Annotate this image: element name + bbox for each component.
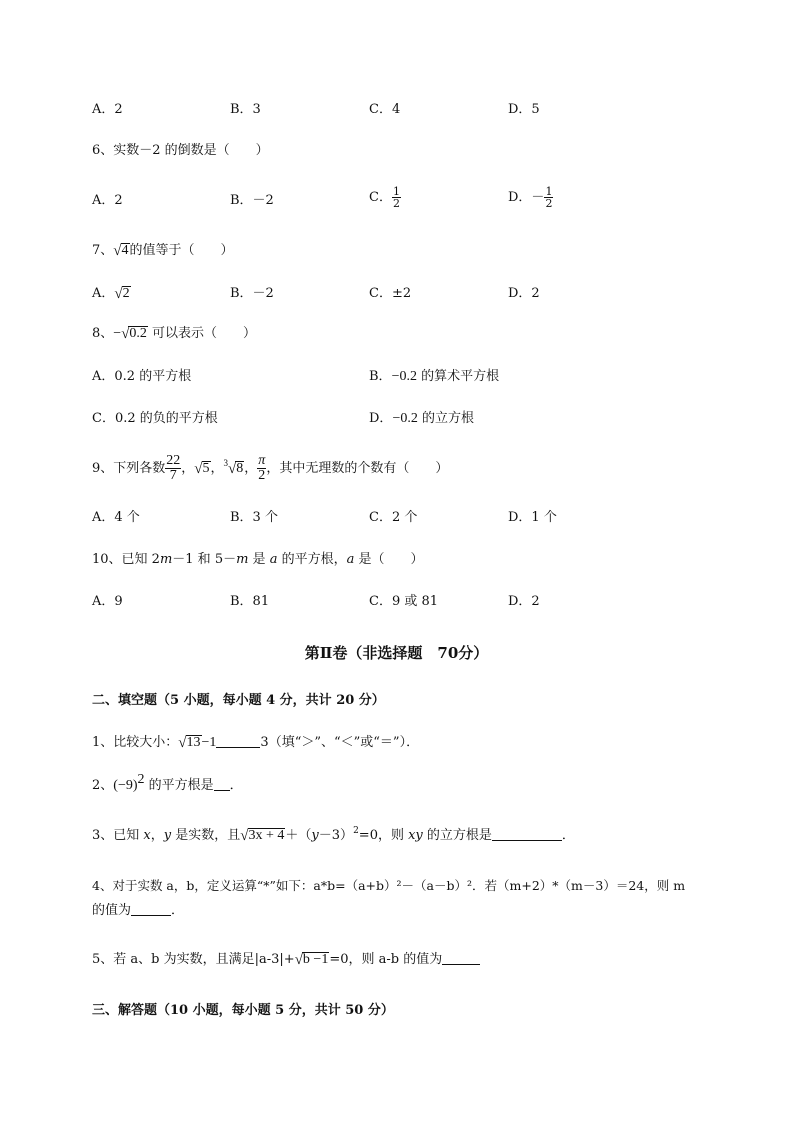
fill3-question: 3、已知 x，y 是实数，且$√3x + 4+(y-3)^2=0$，则 xy 的立方根是 ． <box>92 826 575 844</box>
q10-option-b: B．81 <box>230 594 270 609</box>
q6-option-b: B．－2 <box>230 193 274 208</box>
sqrt-expression: √b −1 <box>294 952 329 968</box>
fill4-line1: 4、对于实数 a，b，定义运算“*”如下：a*b=（a+b）²－（a－b）²．若（m+2）*（m－3）＝24，则 m <box>92 878 686 893</box>
fraction: $\frac{22}{7}$ <box>166 453 181 483</box>
q6-option-a: A．2 <box>92 193 123 208</box>
sqrt-expression: √4 <box>113 243 129 259</box>
q6-option-c-label: C． <box>369 190 392 205</box>
sqrt-expression: √13 <box>178 735 201 751</box>
section3-heading: 三、解答题（10 小题，每小题 5 分，共计 50 分） <box>92 1003 394 1018</box>
fraction: $\frac{1}{2}$ <box>392 185 400 210</box>
q10-option-d: D．2 <box>508 594 540 609</box>
q5-option-c: C．4 <box>369 102 401 117</box>
q6-option-c <box>369 186 401 209</box>
fraction: $\frac{\pi}{2}$ <box>258 453 266 483</box>
q6-stem: 6、实数－2 的倒数是（ ） <box>92 143 269 158</box>
sqrt-expression: √3x + 4 <box>240 828 285 844</box>
fill5-question: 5、若 a、b 为实数，且满足|a-3|+√b −1=0，则 a-b 的值为 <box>92 951 480 969</box>
q10-option-c: C．9 或 81 <box>369 594 439 609</box>
q5-option-b: B．3 <box>230 102 261 117</box>
sqrt-expression: √0.2 <box>121 326 147 342</box>
answer-blank <box>442 952 480 965</box>
q10-option-a: A．9 <box>92 594 123 609</box>
q8-option-b: B．−0.2 的算术平方根 <box>369 369 500 384</box>
q7-option-c: C．±2 <box>369 286 412 301</box>
q9-option-c: C．2 个 <box>369 510 418 525</box>
q7-stem: 7、√4的值等于（ ） <box>92 243 234 259</box>
q7-option-a: A．√2 <box>92 286 130 302</box>
q9-option-d: D．1 个 <box>508 510 557 525</box>
q10-stem: 10、已知 2m－1 和 5－m 是 a 的平方根，a 是（ ） <box>92 552 424 567</box>
q5-option-d: D．5 <box>508 102 540 117</box>
q9-option-b: B．3 个 <box>230 510 278 525</box>
fill4-line2: 的值为 ． <box>92 903 185 918</box>
q8-option-a: A．0.2 的平方根 <box>92 369 192 384</box>
cube-root-expression: $^3$√8 <box>223 458 244 477</box>
answer-blank <box>216 735 260 748</box>
q9-stem: 9、下列各数 $\frac{22}{7}$ ，√5，$^3$√8， $\frac{\pi}{2}$ ，其中无理数的个数有（ ） <box>92 452 448 486</box>
fill2-question: 2、$(-9)^2$ 的平方根是 ． <box>92 772 243 793</box>
q5-option-a: A．2 <box>92 102 123 117</box>
q9-option-a: A．4 个 <box>92 510 140 525</box>
q8-option-c: C．0.2 的负的平方根 <box>92 411 218 426</box>
part2-title: 第Ⅱ卷（非选择题 70分） <box>304 644 489 662</box>
q7-option-d: D．2 <box>508 286 540 301</box>
answer-blank <box>214 778 230 791</box>
q8-option-d: D．−0.2 的立方根 <box>369 411 474 426</box>
answer-blank <box>131 903 171 916</box>
fraction: $\frac{1}{2}$ <box>545 185 553 210</box>
sqrt-expression: √2 <box>114 286 130 302</box>
q8-stem: 8、−√0.2 可以表示（ ） <box>92 326 257 342</box>
answer-blank <box>492 828 562 841</box>
fill1-question: 1、比较大小：√13−1 3（填“＞”、“＜”或“＝”）． <box>92 735 420 751</box>
q7-option-b: B．－2 <box>230 286 274 301</box>
q6-option-d-label: D．－ <box>508 190 545 205</box>
sqrt-expression: √5 <box>194 461 210 477</box>
section2-heading: 二、填空题（5 小题，每小题 4 分，共计 20 分） <box>92 693 385 708</box>
q6-option-d <box>508 186 553 209</box>
